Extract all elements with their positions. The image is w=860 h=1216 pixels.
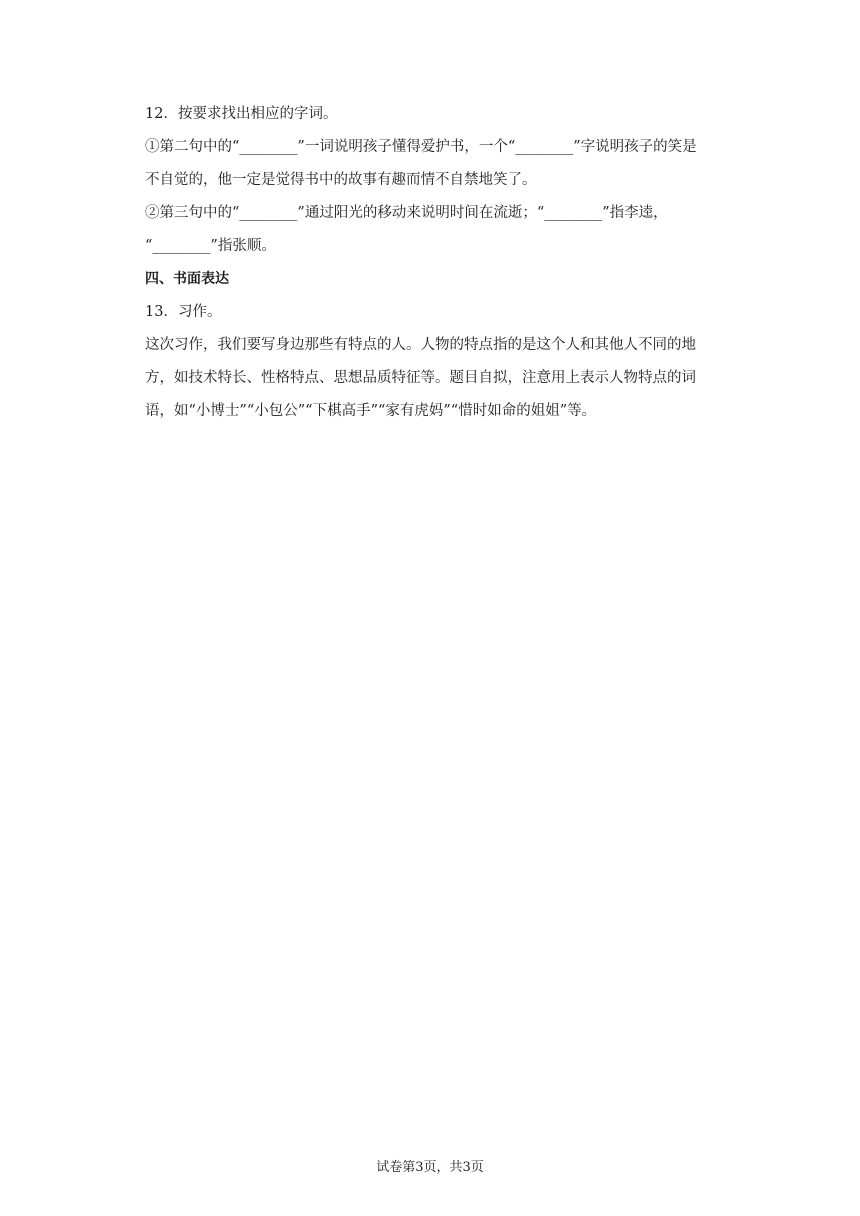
question-12-item-1-line-2: 不自觉的，他一定是觉得书中的故事有趣而情不自禁地笑了。 (145, 172, 537, 188)
question-12-title: 12．按要求找出相应的字词。 (145, 106, 338, 122)
question-13-line-2: 方，如技术特长、性格特点、思想品质特征等。题目自拟，注意用上表示人物特点的词 (145, 370, 696, 386)
question-12-item-2-line-2: “________”指张顺。 (145, 238, 276, 254)
question-13-line-1: 这次习作，我们要写身边那些有特点的人。人物的特点指的是这个人和其他人不同的地 (145, 337, 696, 353)
section-4-title: 四、书面表达 (145, 271, 229, 287)
question-12-item-2-line-1: ②第三句中的“________”通过阳光的移动来说明时间在流逝；“________”指李逵， (145, 205, 668, 221)
page-footer: 试卷第3页，共3页 (376, 1160, 484, 1175)
question-12-item-1-line-1: ①第二句中的“________”一词说明孩子懂得爱护书，一个“________”字说明孩子的笑是 (145, 139, 697, 155)
question-13-line-3: 语，如“小博士”“小包公”“下棋高手”“家有虎妈”“惜时如命的姐姐”等。 (145, 403, 597, 419)
question-13-title: 13．习作。 (145, 304, 222, 320)
exam-page-content (145, 98, 725, 428)
